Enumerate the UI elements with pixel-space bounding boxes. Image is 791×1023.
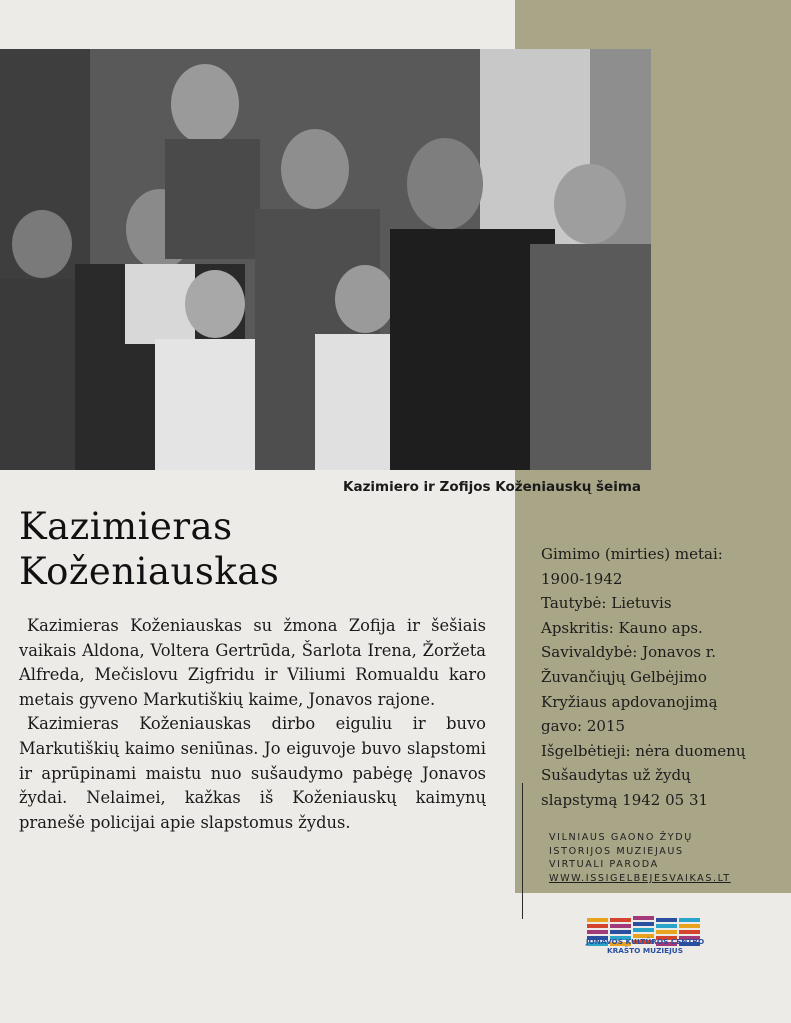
museum-info [549,831,779,885]
logo-bar [610,924,631,928]
logo-bar [587,924,608,928]
logo-bar [610,918,631,922]
fact-line: Tautybė: Lietuvis [541,594,672,613]
divider [522,783,523,919]
fact-line: Žuvančiųjų Gelbėjimo [541,667,707,686]
family-photo [0,49,651,470]
bio-paragraph: Kazimieras Koženiauskas dirbo eiguliu ir buvo Markutiškių kaimo seniūnas. Jo eiguvoje buvo slapstomi ir aprūpinami maistu nuo sušaudymo pabėgę Jonavos žydai. Nelaimei, kažkas iš Koženiauskų kaimynų pranešė policijai apie slapstomus žydus. [19,714,486,832]
logo-line: KRAŠTO MUZIEJUS [607,946,683,955]
fact-line: Sušaudytas už žydų [541,766,691,785]
fact-line: Išgelbėtieji: nėra duomenų [541,741,746,760]
museum-line: VILNIAUS GAONO ŽYDŲ [549,832,693,843]
fact-line: Savivaldybė: Jonavos r. [541,643,716,662]
logo-bar [633,922,654,926]
museum-line: VIRTUALI PARODA [549,859,659,871]
biography [19,614,486,835]
logo-bar [587,930,608,934]
page-title [19,504,489,594]
logo-bar [656,924,677,928]
fact-line: Kryžiaus apdovanojimą [541,692,718,711]
title-first-name: Kazimieras [19,505,233,548]
logo-bar [587,918,608,922]
logo-bar [656,930,677,934]
photo-caption: Kazimiero ir Zofijos Koženiauskų šeima [343,479,642,495]
logo-bar [610,930,631,934]
fact-line: Gimimo (mirties) metai: [541,545,723,563]
logo-bar [679,930,700,934]
logo-text [578,937,712,955]
facts-list [541,542,781,813]
fact-line: Apskritis: Kauno aps. [541,618,703,637]
fact-line: gavo: 2015 [541,717,626,736]
logo-line: JONAVOS KULTŪROS CENTRO [585,937,705,946]
museum-line: ISTORIJOS MUZIEJAUS [549,845,684,857]
logo-bar [633,916,654,920]
logo-bar [656,918,677,922]
logo-bar [633,928,654,932]
family-photo-icon [0,49,651,470]
fact-line: 1900-1942 [541,569,623,588]
fact-line: slapstymą 1942 05 31 [541,790,709,809]
logo-bar [679,918,700,922]
logo-bar [679,924,700,928]
bio-paragraph: Kazimieras Koženiauskas su žmona Zofija ir šešiais vaikais Aldona, Voltera Gertrūda, Šarlota Irena, Žoržeta Alfreda, Mečislovu Zigfridu ir Viliumi Romualdu karo metais gyveno Markutiškių kaime, Jonavos rajone. [19,616,486,709]
museum-url-link[interactable]: WWW.ISSIGELBEJESVAIKAS.LT [549,872,731,884]
title-last-name: Koženiauskas [19,550,280,593]
